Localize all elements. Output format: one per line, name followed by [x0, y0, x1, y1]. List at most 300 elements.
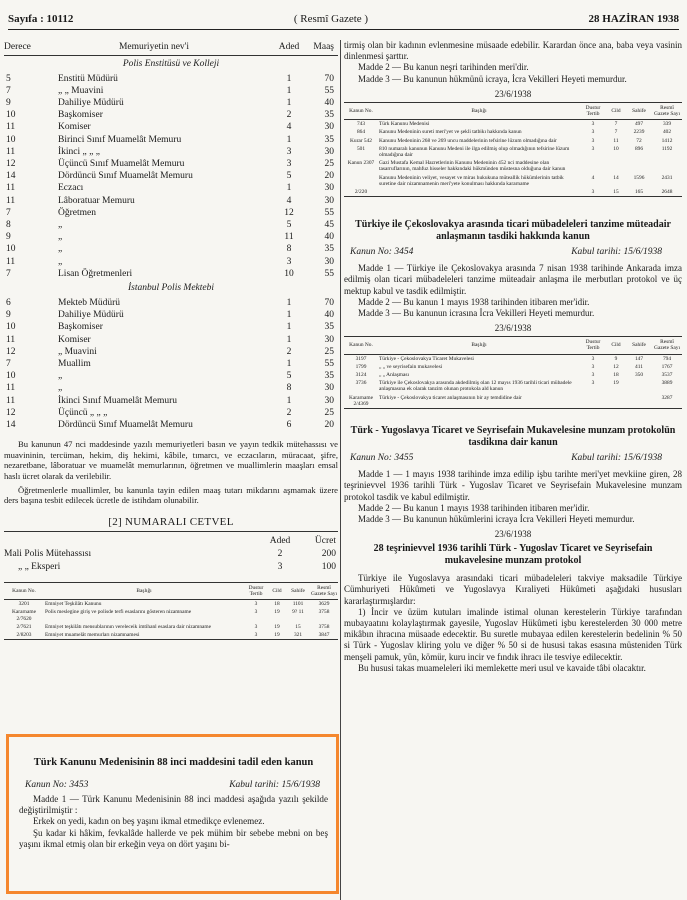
table-row — [4, 207, 338, 219]
section-heading-row — [4, 280, 338, 297]
cell-maas: 45 — [324, 219, 334, 230]
col-tertip: Dustur Tertib — [244, 582, 268, 599]
cell-maas: 55 — [324, 207, 334, 218]
cell-nev: „ „ Muavini — [58, 85, 104, 96]
cell-nev: „ — [58, 383, 63, 394]
col-derece: Derece — [4, 40, 34, 55]
cell: 3 — [591, 355, 595, 362]
cell: 15 — [606, 188, 626, 197]
cell-aded: 1 — [286, 134, 292, 145]
cell: 3 — [254, 601, 258, 608]
cell-aded: 4 — [286, 122, 292, 133]
cell: Kararname 2/7620 — [12, 609, 36, 622]
col-ucret: Ücret — [314, 536, 336, 547]
law-title: Türk Kanunu Medenisinin 88 inci maddesini tadil eden kanun — [33, 757, 314, 768]
cell — [626, 159, 652, 173]
cell-aded: 1 — [286, 297, 292, 308]
cell: Kanunu Medeninin 268 ve 269 uncu maddelerinin tefsirine lüzum olmadığına dair — [379, 137, 557, 144]
cell-maas: 35 — [324, 134, 334, 145]
cell: Kurar 542 — [349, 137, 372, 144]
cell-aded: 3 — [286, 146, 292, 157]
article-3: Madde 3 — Bu kanunun hükmünü icraya, İcra Vekilleri Heyeti memurdur. — [358, 73, 627, 84]
cell: 1767 — [661, 363, 673, 370]
table-row — [4, 321, 338, 333]
cell: Gazi Mustafa Kemal Hazretlerinin Kanunu Medeninin 452 nci maddesine olan tasarruflarının, mahfuz hisseler hakkındaki hükmünden müstesna olduğuna dair kanun — [379, 160, 566, 173]
cell-aded: 4 — [286, 195, 292, 206]
cell: 1101 — [292, 601, 304, 608]
cell: 3 — [591, 129, 595, 136]
col-basligi: Başlığı — [378, 337, 580, 354]
table-row — [344, 354, 682, 363]
cell: „ „ ve seyrisefain mukavelesi — [379, 363, 443, 370]
cell-derece: 9 — [6, 232, 11, 243]
section-heading-row — [4, 55, 338, 73]
protocol-paragraph: 1) İncir ve üzüm kutuları imalinde istimal olunan kerestelerin Türkiye tarafından mubayaatını kolaylaştırmak gayesile, Yugoslav Hükûmeti işbu kerestelerden 30 000 metre mikâbın ihracına müsaade edecektir. Bu suretle mubayaa edilen kerestelerin bedelinin % 50 si Türk - Yugoslav kliring yolu ve diğer % 50 si de hususi takas esasına müsteniden Türk menşeli pamuk, yün, kömür, kuru incir ve fındık ihracı ile tesviye edilecektir. — [344, 606, 682, 662]
cell-aded: 5 — [286, 171, 292, 182]
cell: Kararname 2/4369 — [344, 394, 378, 409]
cell-nev: Mekteb Müdürü — [58, 297, 121, 308]
cell-nev: „ — [58, 256, 63, 267]
section-title: Türk - Yugoslavya Ticaret ve Seyrisefain Mukavelesine munzam protokolün tasdikına dair kanun — [350, 425, 676, 449]
cell-aded: 2 — [286, 110, 292, 121]
issue-date: 28 HAZİRAN 1938 — [588, 12, 679, 25]
cell-derece: 11 — [6, 334, 16, 345]
page-header — [8, 8, 679, 30]
article-2: Madde 2 — Bu kanun neşri tarihinden meri'dir. — [358, 62, 529, 73]
cell-derece: 7 — [6, 268, 11, 279]
register-body — [344, 120, 682, 197]
cell-aded: 1 — [286, 85, 292, 96]
cell: 350 — [634, 372, 644, 379]
cell-aded: 10 — [284, 268, 294, 279]
register-body — [344, 354, 682, 408]
cell-derece: 11 — [6, 146, 16, 157]
cell-nev: İkinci „ „ „ — [58, 146, 100, 157]
table-row — [4, 346, 338, 358]
col-sahife: Sahife — [626, 337, 652, 354]
col-aded: Aded — [269, 536, 291, 547]
cell: Türkiye - Çekoslovakya Ticaret Mukavelesi — [379, 355, 474, 362]
table-row — [4, 631, 338, 640]
cell-maas: 20 — [324, 171, 334, 182]
cell-aded: 12 — [284, 207, 294, 218]
cell-nev: Dahiliye Müdürü — [58, 310, 124, 321]
cell: 147 — [634, 355, 644, 362]
cell-maas: 30 — [324, 195, 334, 206]
cell-nev: Muallim — [58, 358, 91, 369]
cell-derece: 7 — [6, 85, 11, 96]
register-header — [344, 102, 682, 119]
cell: Kanunu Medeninin veliyet, vesayet ve miras hukukuna müteallik hükümlerinin tatbik suretine dair nizamnamenin meri'yete konulması hakkında kararname — [379, 174, 564, 187]
law-paragraph: Şu kadar ki hâkim, fevkalâde hallerde ve pek mühim bir sebebe mebni on beş yaşını ikmal etmiş olan bir erkeğin veya on dört yaşını bi- — [19, 827, 328, 850]
continued-text: tirmiş olan bir kadının evlenmesine müsaade edebilir. Karardan önce ana, baba veya vasinin dinlenmesi şarttır. — [344, 40, 682, 62]
register-header — [344, 337, 682, 354]
cell: 3 — [244, 631, 268, 640]
cell — [344, 174, 378, 188]
cell-maas: 55 — [324, 268, 334, 279]
cell-nev: Dördüncü Sınıf Muamelât Memuru — [58, 171, 193, 182]
table-row — [344, 394, 682, 409]
cell-derece: 12 — [6, 407, 16, 418]
cell-maas: 30 — [324, 383, 334, 394]
cell: 864 — [356, 129, 366, 136]
cell: 3 — [254, 609, 258, 616]
page-number: Sayıfa : 10112 — [8, 12, 74, 25]
table-row — [344, 188, 682, 197]
article-3: Madde 3 — Bu kanunun icrasına İcra Vekilleri Heyeti memurdur. — [358, 308, 595, 319]
kabul-tarihi: Kabul tarihi: 15/6/1938 — [571, 453, 662, 464]
cell: 2 — [277, 549, 283, 560]
cell: 1596 — [633, 174, 645, 181]
cell: 12 — [613, 363, 619, 370]
cell-maas: 30 — [324, 122, 334, 133]
table-row — [344, 159, 682, 173]
cell-derece: 11 — [6, 383, 16, 394]
table-row — [4, 309, 338, 321]
cell: 7 — [614, 121, 618, 128]
table-row — [4, 195, 338, 207]
article-3: Madde 3 — Bu kanunun hükümlerini icraya İcra Vekilleri Heyeti memurdur. — [358, 513, 635, 524]
cell-maas: 30 — [324, 183, 334, 194]
cell-nev: Öğretmen — [58, 207, 96, 218]
cell-nev: Dahiliye Müdürü — [58, 97, 124, 108]
cell: 18 — [613, 372, 619, 379]
cell-derece: 10 — [6, 110, 16, 121]
col-kanun-no: Kanun No. — [344, 337, 378, 354]
cell: 4 — [591, 174, 595, 181]
cell-maas: 40 — [324, 310, 334, 321]
cell-derece: 9 — [6, 310, 11, 321]
law-meta — [344, 243, 682, 259]
cell-maas: 30 — [324, 146, 334, 157]
cell — [626, 379, 652, 393]
table-row — [4, 256, 338, 268]
highlighted-law-box — [6, 734, 339, 894]
cell: 3 — [591, 137, 595, 144]
table-row — [4, 548, 338, 561]
col-nev: Memuriyetin nev'i — [34, 40, 274, 55]
cell: 3 — [591, 363, 595, 370]
right-column — [344, 40, 682, 900]
cell-derece: 11 — [6, 183, 16, 194]
table-row — [4, 370, 338, 382]
register-body — [4, 600, 338, 640]
cell-maas: 25 — [324, 407, 334, 418]
cell: 2431 — [661, 174, 673, 181]
cell-derece: 14 — [6, 419, 16, 430]
cell-aded: 5 — [286, 371, 292, 382]
cell-nev: Başkomiser — [58, 110, 103, 121]
cell-aded: 1 — [286, 97, 292, 108]
cell-derece: 10 — [6, 134, 16, 145]
cell-maas: 70 — [324, 297, 334, 308]
cell-aded: 3 — [286, 158, 292, 169]
cell-maas: 35 — [324, 322, 334, 333]
cell: Kanunu Medeninin sureti meri'yet ve şekli tatbikı hakkında kanun — [379, 129, 522, 136]
cell: 3 — [591, 372, 595, 379]
date-line: 23/6/1938 — [494, 88, 532, 99]
cell-derece: 10 — [6, 322, 16, 333]
cell-derece: 11 — [6, 256, 16, 267]
cell: 11 — [613, 137, 619, 144]
table-row — [4, 170, 338, 182]
cell-derece: 11 — [6, 195, 16, 206]
cell-aded: 2 — [286, 407, 292, 418]
cell-maas: 35 — [324, 244, 334, 255]
table-row — [4, 109, 338, 121]
cell: 3629 — [318, 601, 330, 608]
cell: Emniyet Teşkilâtı Kanunu — [45, 601, 102, 608]
cell-derece: 10 — [6, 244, 16, 255]
col-kanun-no: Kanun No. — [4, 582, 44, 599]
cell: Kanun 2307 — [347, 160, 375, 167]
table-row — [344, 137, 682, 145]
cell-derece: 12 — [6, 346, 16, 357]
cell: 19 — [613, 380, 619, 387]
cetvel2-header — [4, 535, 338, 548]
cell: 497 — [634, 121, 644, 128]
cell: 1412 — [661, 137, 673, 144]
cell-derece: 14 — [6, 171, 16, 182]
table-row — [4, 395, 338, 407]
table-row — [344, 128, 682, 136]
cell-aded: 1 — [286, 334, 292, 345]
table-row — [4, 334, 338, 346]
table-row — [4, 382, 338, 394]
cell: 3 — [254, 623, 258, 630]
cell-nev: Üçüncü Sınıf Muamelât Memuru — [58, 158, 185, 169]
cetvel-title: [2] NUMARALI CETVEL — [108, 515, 234, 528]
cell-aded: 11 — [284, 232, 294, 243]
cell-aded: 1 — [286, 322, 292, 333]
cell-nev: „ — [58, 371, 63, 382]
cell-maas: 35 — [324, 110, 334, 121]
table-row — [4, 231, 338, 243]
table-row — [344, 174, 682, 188]
table-row — [4, 243, 338, 255]
kanun-no: Kanun No: 3453 — [25, 779, 89, 790]
table-row — [4, 134, 338, 146]
cell-derece: 11 — [6, 395, 16, 406]
cell: 3847 — [310, 631, 338, 640]
cell: 810 numaralı kanunun Kanunu Medeni ile ilga edilmiş olup olmadığının tefsirine lüzum olmadığına dair — [379, 145, 570, 159]
cell: 3 — [591, 380, 595, 387]
cell-aded: 8 — [286, 383, 292, 394]
table-row — [4, 219, 338, 231]
cell-derece: 7 — [6, 207, 11, 218]
cell-nev: Komiser — [58, 334, 91, 345]
table-row — [4, 561, 338, 574]
cell: 18 — [274, 601, 280, 608]
col-tertip: Dustur Tertib — [580, 337, 606, 354]
cell-nev: Üçüncü „ „ „ — [58, 407, 108, 418]
cell: „ „ Eksperi — [18, 562, 61, 573]
law-meta — [344, 449, 682, 465]
table-row — [4, 146, 338, 158]
col-maas: Maaş — [304, 40, 338, 55]
cell: 14 — [613, 174, 619, 181]
cell-maas: 30 — [324, 256, 334, 267]
table-row — [344, 363, 682, 371]
cell-nev: „ Muavini — [58, 346, 97, 357]
cell: Mali Polis Mütehassısı — [4, 549, 92, 560]
article-2: Madde 2 — Bu kanun 1 mayıs 1938 tarihinden itibaren mer'idir. — [358, 296, 590, 307]
cell: 896 — [634, 145, 644, 152]
cell: 3 — [591, 145, 595, 152]
cell: 2648 — [652, 188, 682, 197]
table-row — [344, 145, 682, 159]
table-row — [4, 419, 338, 431]
table-row — [4, 358, 338, 370]
cell-aded: 1 — [286, 358, 292, 369]
table-row — [4, 623, 338, 631]
cell: 3 — [591, 121, 595, 128]
cell-nev: Lâboratuar Memuru — [58, 195, 135, 206]
kanun-no: Kanun No: 3454 — [350, 247, 414, 258]
kabul-tarihi: Kabul tarihi: 15/6/1938 — [571, 247, 662, 258]
cell-derece: 5 — [6, 73, 11, 84]
table-row — [344, 379, 682, 393]
section-heading: İstanbul Polis Mektebi — [127, 282, 214, 293]
cell-nev: „ — [58, 219, 63, 230]
cell-derece: 6 — [6, 297, 11, 308]
cell-maas: 30 — [324, 334, 334, 345]
cell-aded: 1 — [286, 310, 292, 321]
article-2: Madde 2 — Bu kanun 1 mayıs 1938 tarihinden itibaren mer'idir. — [358, 502, 590, 513]
cell-nev: Komiser — [58, 122, 91, 133]
cell: 72 — [636, 137, 642, 144]
table-row — [4, 407, 338, 419]
cell-aded: 3 — [286, 256, 292, 267]
cell-nev: Başkomiser — [58, 322, 103, 333]
cell — [580, 394, 606, 409]
cell: 2/220 — [344, 188, 378, 197]
column-divider — [340, 40, 341, 900]
col-sahife: Sahife — [626, 102, 652, 119]
col-gazete: Resmî Gazete Sayı — [310, 582, 338, 599]
cell-derece: 9 — [6, 97, 11, 108]
cell: 411 — [635, 363, 643, 370]
register-table-1 — [344, 102, 682, 197]
kabul-tarihi: Kabul tarihi: 15/6/1938 — [229, 779, 320, 790]
col-cild: Cild — [606, 337, 626, 354]
cell: 3 — [580, 188, 606, 197]
cell-maas: 25 — [324, 346, 334, 357]
cell-aded: 8 — [286, 244, 292, 255]
cell: 3124 — [355, 372, 367, 379]
section-title: 28 teşrinievvel 1936 tarihli Türk - Yugoslav Ticaret ve Seyrisefain mukavelesine munzam protokol — [373, 543, 653, 567]
cell: 743 — [356, 121, 366, 128]
cell: Türkiye - Çekoslovakya ticaret anlaşmasının bir ay temdidine dair — [378, 394, 580, 409]
cell: 3197 — [355, 355, 367, 362]
cell: 1799 — [355, 363, 367, 370]
cell: 1192 — [661, 145, 673, 152]
col-basligi: Başlığı — [44, 582, 244, 599]
table-row — [4, 608, 338, 622]
cell-nev: Enstitü Müdürü — [58, 73, 118, 84]
cell-maas: 55 — [324, 358, 334, 369]
cell-maas: 40 — [324, 232, 334, 243]
cell-aded: 2 — [286, 346, 292, 357]
cell-derece: 11 — [6, 122, 16, 133]
date-line: 23/6/1938 — [494, 323, 532, 334]
cell: 7 — [614, 129, 618, 136]
register-header — [4, 582, 338, 599]
cell: 19 — [268, 631, 286, 640]
cell-nev: Dördüncü Sınıf Muamelât Memuru — [58, 419, 193, 430]
cell: 10 — [613, 145, 619, 152]
cell-maas: 40 — [324, 97, 334, 108]
table-row — [344, 120, 682, 129]
col-gazete: Resmî Gazete Sayı — [652, 337, 682, 354]
cell-derece: 8 — [6, 219, 11, 230]
cell-aded: 1 — [286, 183, 292, 194]
article-1: Madde 1 — 1 mayıs 1938 tarihinde imza edilip işbu tarihte meri'yet mevkiine giren, 28 teşrinievvel 1936 tarihli Türk - Yugoslav Ticaret ve Seyrisefain Mukavelesine munzam protokol tasdik ve kabul edilmiştir. — [344, 469, 682, 502]
cell: 19 — [274, 623, 280, 630]
cell-maas: 35 — [324, 371, 334, 382]
table-row — [4, 73, 338, 85]
cell: 200 — [321, 549, 336, 560]
cell-aded: 1 — [286, 73, 292, 84]
law-meta — [19, 770, 328, 794]
table-row — [4, 182, 338, 194]
col-tertip: Dustur Tertib — [580, 102, 606, 119]
cell: 2239 — [633, 129, 645, 136]
cell-maas: 25 — [324, 158, 334, 169]
register-table-left — [4, 582, 338, 640]
col-kanun-no: Kanun No. — [344, 102, 378, 119]
cell: Emniyet teşkilâtı mensublarının vereleceik imtihanl esaslara dair nizamname — [45, 623, 212, 630]
cell-aded: 5 — [286, 219, 292, 230]
cell: 3758 — [318, 623, 330, 630]
cell-derece: 10 — [6, 371, 16, 382]
cadre-table-body — [4, 55, 338, 431]
cell: 3537 — [661, 372, 673, 379]
cell-maas: 55 — [324, 85, 334, 96]
cell-derece: 12 — [6, 158, 16, 169]
col-aded: Aded — [274, 40, 304, 55]
cell: 15 — [295, 623, 301, 630]
cell: 3889 — [661, 380, 673, 387]
table-row — [4, 297, 338, 309]
kanun-no: Kanun No: 3455 — [350, 453, 414, 464]
gazette-name: ( Resmî Gazete ) — [293, 12, 369, 25]
date-line: 23/6/1938 — [494, 529, 532, 540]
cell-nev: Lisan Öğretmenleri — [58, 268, 133, 279]
cell: 321 — [286, 631, 310, 640]
cell: 3 — [277, 562, 283, 573]
col-cild: Cild — [606, 102, 626, 119]
protocol-paragraph: Bu hususi takas muameleleri iki memlekette meri usul ve kavaide tâbi olacaktır. — [358, 662, 646, 673]
cell: 19 — [274, 609, 280, 616]
col-gazete: Resmî Gazete Sayı — [652, 102, 682, 119]
cell: 3758 — [318, 609, 330, 616]
cell: Polis meslegine giriş ve polisde terfi esaslarını gösteren nizamname — [45, 609, 192, 616]
cell: 9? 11 — [292, 609, 304, 616]
table-row — [4, 121, 338, 133]
note-paragraph: Bu kanunun 47 nci maddesinde yazılı memuriyetleri basın ve yayın tedkik mütehassısı ve muavininin, tercüman, hekim, diş hekimi, kâbile, tımarcı, ve eczacıların, müracaat, şifre, nezaretbane, lâboratuar ve muamelât memurlarının, öğretmen ve muallimlerin maaşları emsal haslı ücret olarak da verilebilir. — [4, 439, 338, 481]
law-paragraph: Madde 1 — Türk Kanunu Medenisinin 88 inci maddesi aşağıda yazılı şekilde değiştirilmiştir : — [19, 793, 328, 815]
register-table-2 — [344, 336, 682, 409]
col-sahife: Sahife — [286, 582, 310, 599]
cell-nev: „ — [58, 232, 63, 243]
cell: 402 — [662, 129, 672, 136]
cell-nev: Eczacı — [58, 183, 84, 194]
cell — [606, 394, 626, 409]
cell-aded: 6 — [286, 419, 292, 430]
cell: 2/8203 — [4, 631, 44, 640]
cell: 3736 — [355, 380, 367, 387]
